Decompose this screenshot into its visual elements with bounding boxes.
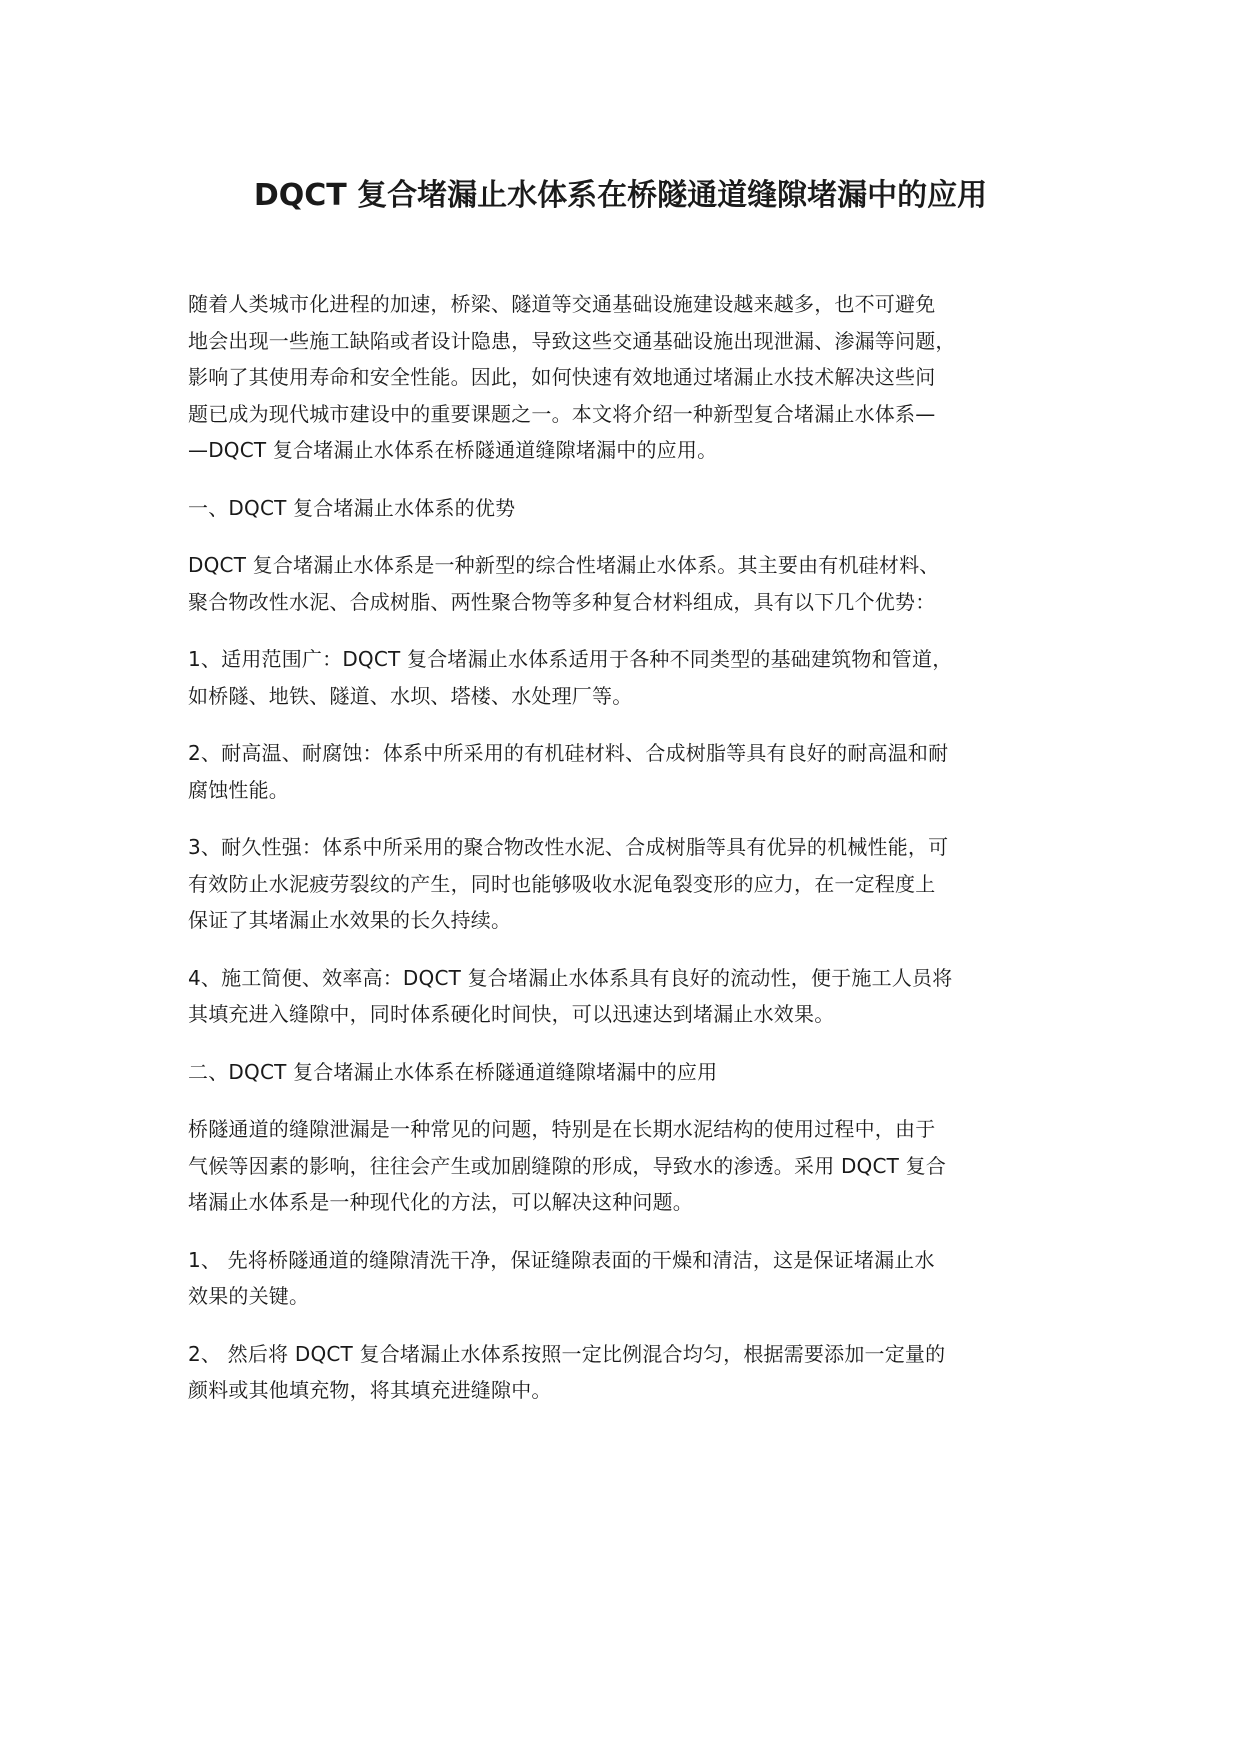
paragraph	[188, 286, 1068, 469]
text-line: 1、 先将桥隧通道的缝隙清洗干净，保证缝隙表面的干燥和清洁，这是保证堵漏止水	[188, 1247, 935, 1272]
paragraph	[188, 960, 1068, 1033]
text-line: 腐蚀性能。	[188, 777, 289, 802]
text-line: 1、适用范围广：DQCT 复合堵漏止水体系适用于各种不同类型的基础建筑物和管道，	[188, 647, 953, 671]
text-line: 保证了其堵漏止水效果的长久持续。	[188, 908, 512, 932]
text-line: 聚合物改性水泥、合成树脂、两性聚合物等多种复合材料组成，具有以下几个优势：	[188, 589, 936, 614]
paragraph	[188, 1111, 1068, 1221]
text-line: 效果的关键。	[188, 1284, 310, 1308]
text-line: 桥隧通道的缝隙泄漏是一种常见的问题，特别是在长期水泥结构的使用过程中，由于	[188, 1117, 936, 1141]
text-line: 二、DQCT 复合堵漏止水体系在桥隧通道缝隙堵漏中的应用	[188, 1059, 718, 1084]
text-line: DQCT 复合堵漏止水体系是一种新型的综合性堵漏止水体系。其主要由有机硅材料、	[188, 553, 940, 577]
text-line: 4、施工简便、效率高：DQCT 复合堵漏止水体系具有良好的流动性，便于施工人员将	[188, 965, 953, 990]
text-line: 一、DQCT 复合堵漏止水体系的优势	[188, 495, 516, 520]
text-line: 如桥隧、地铁、隧道、水坝、塔楼、水处理厂等。	[188, 683, 633, 708]
paragraph	[188, 490, 1068, 527]
text-line: 有效防止水泥疲劳裂纹的产生，同时也能够吸收水泥龟裂变形的应力，在一定程度上	[188, 871, 936, 896]
text-line: —DQCT 复合堵漏止水体系在桥隧通道缝隙堵漏中的应用。	[188, 438, 718, 462]
text-line: 地会出现一些施工缺陷或者设计隐患，导致这些交通基础设施出现泄漏、渗漏等问题，	[188, 328, 956, 353]
text-line: 随着人类城市化进程的加速，桥梁、隧道等交通基础设施建设越来越多，也不可避免	[188, 292, 936, 316]
paragraph	[188, 735, 1068, 808]
document-title: DQCT 复合堵漏止水体系在桥隧通道缝隙堵漏中的应用	[253, 178, 988, 213]
paragraph	[188, 641, 1068, 714]
text-line: 其填充进入缝隙中，同时体系硬化时间快，可以迅速达到堵漏止水效果。	[188, 1002, 835, 1026]
text-line: 堵漏止水体系是一种现代化的方法，可以解决这种问题。	[188, 1190, 693, 1214]
text-line: 3、耐久性强：体系中所采用的聚合物改性水泥、合成树脂等具有优异的机械性能，可	[188, 835, 949, 859]
text-line: 影响了其使用寿命和安全性能。因此，如何快速有效地通过堵漏止水技术解决这些问	[188, 365, 936, 389]
paragraph	[188, 1242, 1068, 1315]
document-body	[188, 286, 1068, 1430]
paragraph	[188, 1336, 1068, 1409]
paragraph	[188, 829, 1068, 939]
paragraph	[188, 547, 1068, 620]
text-line: 颜料或其他填充物，将其填充进缝隙中。	[188, 1378, 552, 1402]
text-line: 题已成为现代城市建设中的重要课题之一。本文将介绍一种新型复合堵漏止水体系—	[188, 401, 936, 426]
text-line: 气候等因素的影响，往往会产生或加剧缝隙的形成，导致水的渗透。采用 DQCT 复合	[188, 1153, 947, 1178]
text-line: 2、耐高温、耐腐蚀：体系中所采用的有机硅材料、合成树脂等具有良好的耐高温和耐	[188, 741, 949, 765]
paragraph	[188, 1054, 1068, 1091]
text-line: 2、 然后将 DQCT 复合堵漏止水体系按照一定比例混合均匀，根据需要添加一定量的	[188, 1341, 946, 1366]
